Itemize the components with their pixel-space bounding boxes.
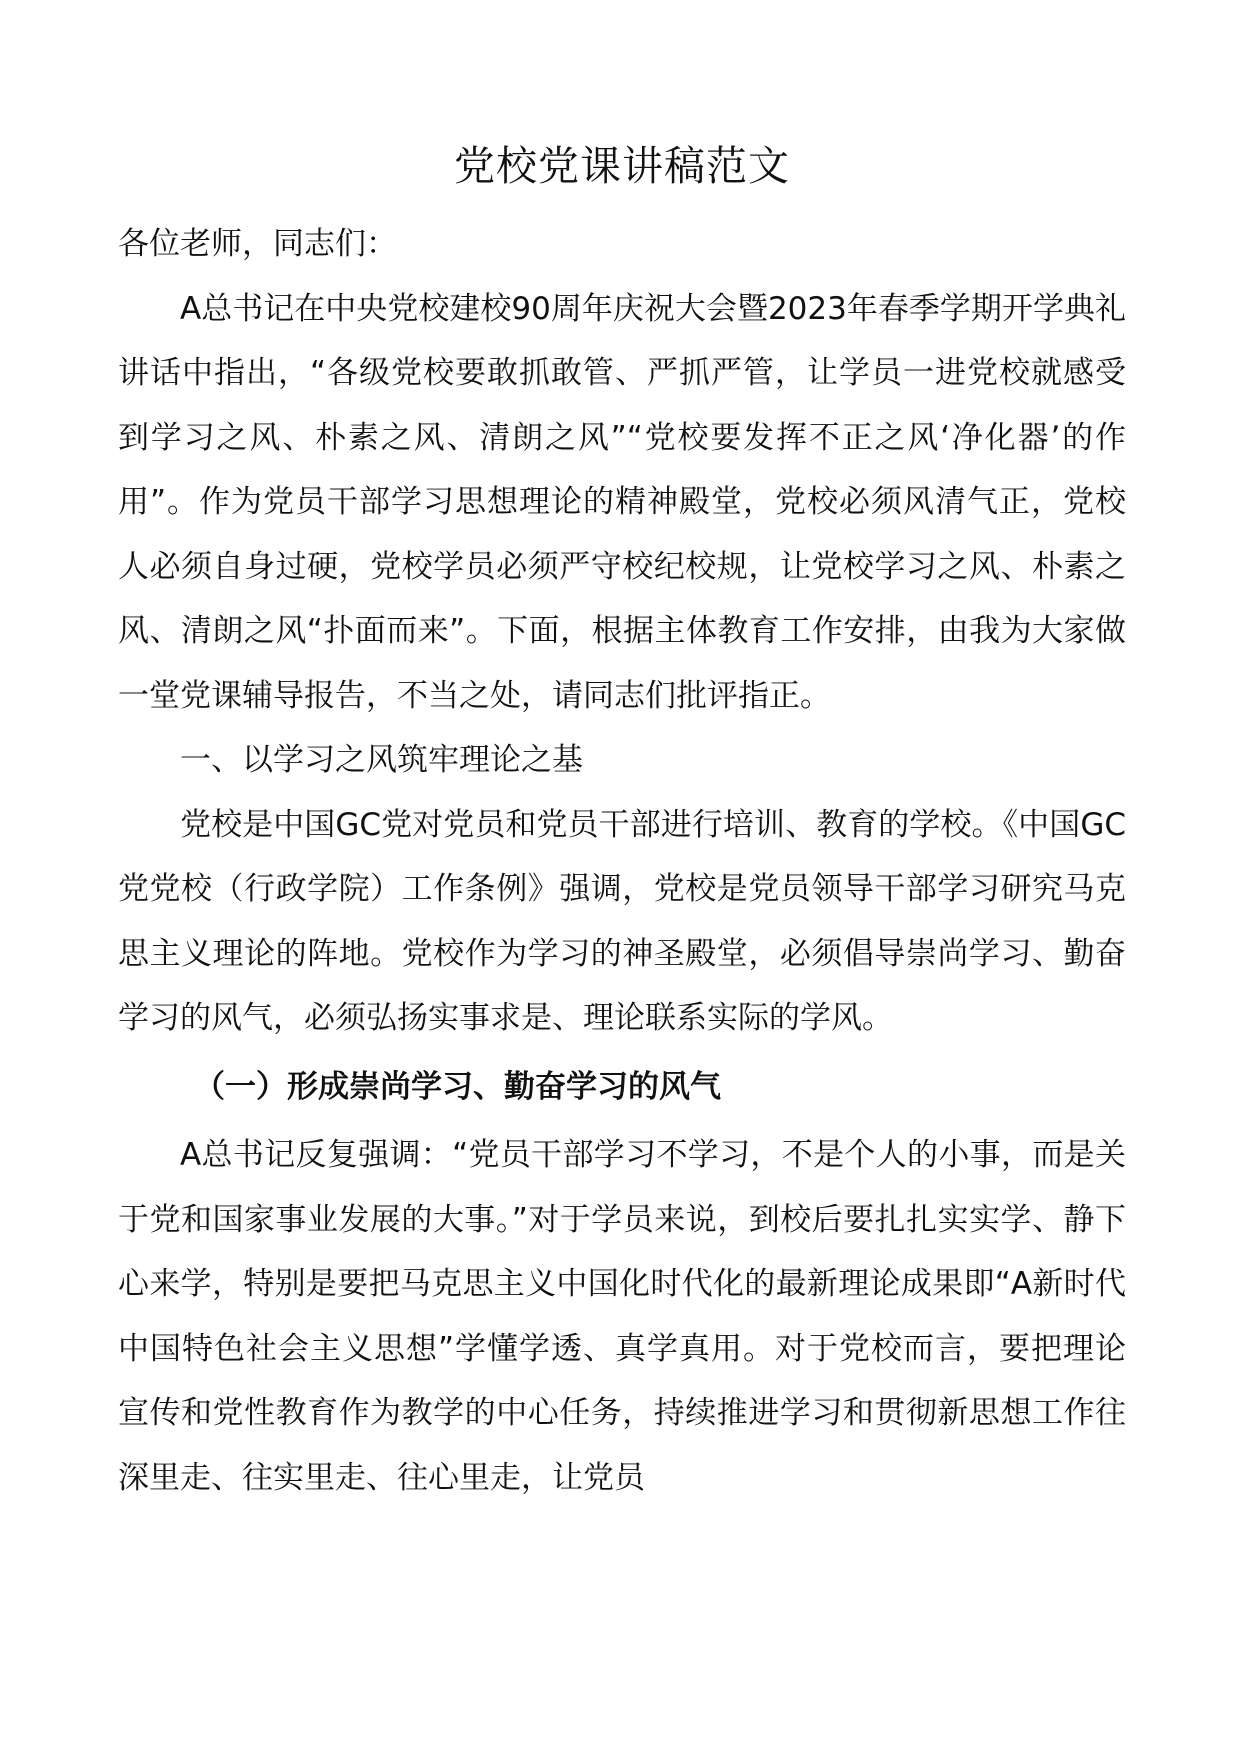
paragraph-intro: A总书记在中央党校建校90周年庆祝大会暨2023年春季学期开学典礼讲话中指出，“各级党校要敢抓敢管、严抓严管，让学员一进党校就感受到学习之风、朴素之风、清朗之风”“党校要发挥不正之风‘净化器’的作用”。作为党员干部学习思想理论的精神殿堂，党校必须风清气正，党校人必须自身过硬，党校学员必须严守校纪校规，让党校学习之风、朴素之风、清朗之风“扑面而来”。下面，根据主体教育工作安排，由我为大家做一堂党课辅导报告，不当之处，请同志们批评指正。	[118, 290, 1126, 714]
greeting: 各位老师，同志们：	[118, 226, 397, 262]
paragraph-section-1: 党校是中国GC党对党员和党员干部进行培训、教育的学校。《中国GC党党校（行政学院）工作条例》强调，党校是党员领导干部学习研究马克思主义理论的阵地。党校作为学习的神圣殿堂，必须倡导崇尚学习、勤奋学习的风气，必须弘扬实事求是、理论联系实际的学风。	[118, 806, 1126, 1036]
subsection-heading-1: （一）形成崇尚学习、勤奋学习的风气	[194, 1068, 721, 1105]
document-page	[118, 138, 1126, 1510]
document-title: 党校党课讲稿范文	[454, 142, 790, 190]
paragraph-subsection-1: A总书记反复强调：“党员干部学习不学习，不是个人的小事，而是关于党和国家事业发展的大事。”对于学员来说，到校后要扎扎实实学、静下心来学，特别是要把马克思主义中国化时代化的最新理论成果即“A新时代中国特色社会主义思想”学懂学透、真学真用。对于党校而言，要把理论宣传和党性教育作为教学的中心任务，持续推进学习和贯彻新思想工作往深里走、往实里走、往心里走，让党员	[118, 1137, 1126, 1496]
section-heading-1: 一、以学习之风筑牢理论之基	[180, 742, 583, 778]
